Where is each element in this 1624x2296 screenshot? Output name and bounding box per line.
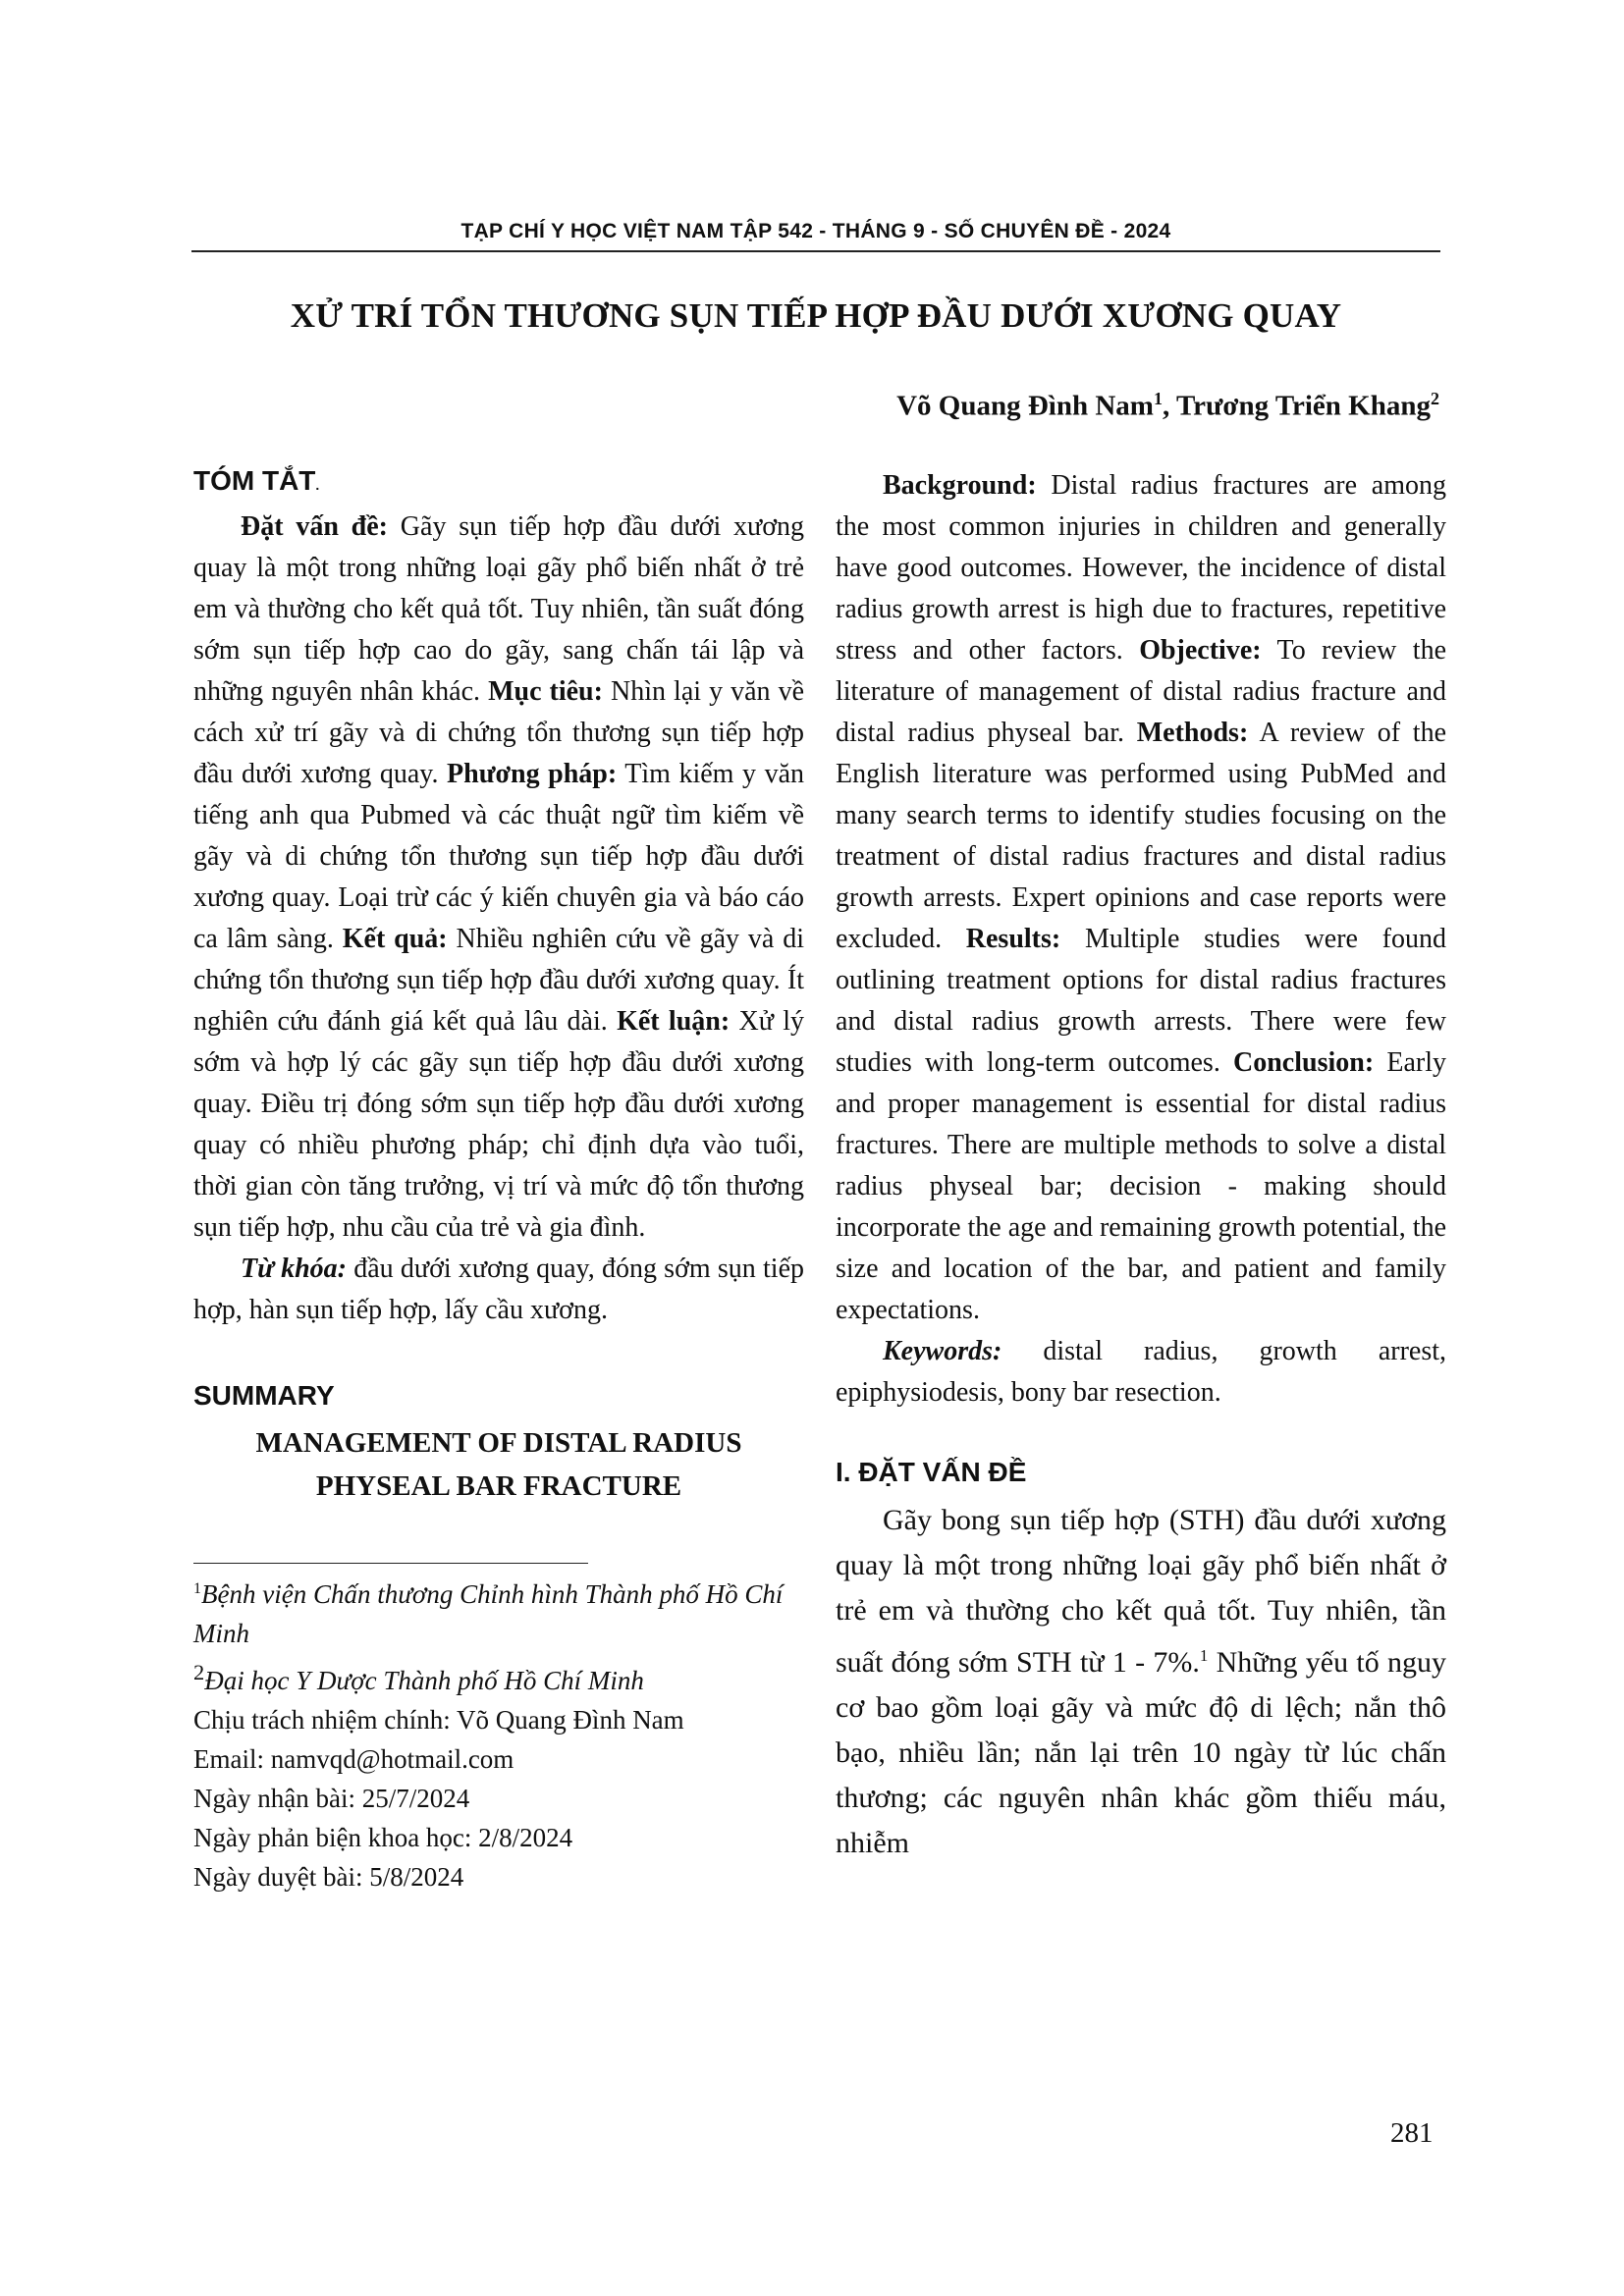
article-title: XỬ TRÍ TỔN THƯƠNG SỤN TIẾP HỢP ĐẦU DƯỚI XƯƠNG QUAY	[290, 296, 1342, 335]
left-column	[193, 465, 804, 1896]
section-1-paragraph	[836, 1498, 1446, 1866]
vn-keywords-text: đầu dưới xương quay, đóng sớm sụn tiếp hợp, hàn sụn tiếp hợp, lấy cầu xương.	[193, 1254, 804, 1325]
en-text-results: Multiple studies were found outlining treatment options for distal radius fractures and distal radius growth arrests. There were few studies with long-term outcomes.	[836, 924, 1447, 1078]
corresponding-email: Email: namvqd@hotmail.com	[193, 1744, 514, 1774]
summary-heading: SUMMARY	[193, 1380, 335, 1411]
en-text-methods: A review of the English literature was performed using PubMed and many search terms to identify studies focusing on the treatment of distal radius fractures and distal radius growth arrests. Expert opinions and case reports were excluded.	[836, 718, 1446, 954]
date-received: Ngày nhận bài: 25/7/2024	[193, 1784, 470, 1813]
vn-text-results: Nhiều nghiên cứu về gãy và di chứng tổn thương sụn tiếp hợp đầu dưới xương quay. Ít nghiên cứu đánh giá kết quả lâu dài.	[193, 924, 804, 1037]
section-1-heading: I. ĐẶT VẤN ĐỀ	[836, 1457, 1027, 1487]
vn-abstract-body	[193, 507, 804, 1249]
citation-ref: 1	[1199, 1646, 1209, 1665]
en-label-results: Results:	[965, 924, 1061, 954]
en-label-conclusion: Conclusion:	[1233, 1047, 1375, 1078]
footnote-affiliation-2	[193, 1653, 804, 1700]
vn-keywords-label: Từ khóa:	[241, 1254, 348, 1284]
corresponding-author: Chịu trách nhiệm chính: Võ Quang Đình Nam	[193, 1705, 684, 1735]
author-1: Võ Quang Đình Nam	[896, 390, 1154, 422]
date-accepted: Ngày duyệt bài: 5/8/2024	[193, 1862, 464, 1892]
vn-text-objective: Nhìn lại y văn về cách xử trí gãy và di chứng tổn thương sụn tiếp hợp đầu dưới xương quay.	[193, 676, 805, 789]
en-text-conclusion: Early and proper management is essential for distal radius fractures. There are multiple methods to solve a distal radius physeal bar; decision - making should incorporate the age and remaining growth potential, the size and location of the bar, and patient and family expectations.	[836, 1047, 1447, 1325]
author-separator: ,	[1162, 390, 1176, 422]
date-reviewed: Ngày phản biện khoa học: 2/8/2024	[193, 1823, 573, 1852]
summary-block	[193, 1380, 804, 1508]
en-label-objective: Objective:	[1139, 635, 1262, 666]
author-line	[896, 389, 1439, 423]
vn-label-methods: Phương pháp:	[447, 759, 618, 789]
right-column	[836, 465, 1446, 1866]
vn-text-methods: Tìm kiếm y văn tiếng anh qua Pubmed và các thuật ngữ tìm kiếm về gãy và di chứng tổn thương sụn tiếp hợp đầu dưới xương quay. Loại trừ các ý kiến chuyên gia và báo cáo ca lâm sàng.	[193, 759, 804, 954]
vn-abstract-heading-text: TÓM TẮT	[193, 465, 316, 496]
footnote-divider	[193, 1563, 588, 1564]
author-2: Trương Triển Khang	[1175, 390, 1431, 422]
vn-label-conclusion: Kết luận:	[617, 1006, 731, 1037]
vn-keywords	[193, 1249, 804, 1331]
vn-label-results: Kết quả:	[342, 924, 448, 954]
en-keywords-text: distal radius, growth arrest, epiphysiodesis, bony bar resection.	[836, 1336, 1446, 1408]
section-1-text-a: Gãy bong sụn tiếp hợp (STH) đầu dưới xương quay là một trong những loại gãy phổ biến nhất ở trẻ em và thường cho kết quả tốt. Tuy nhiên, tần suất đóng sớm STH từ 1 - 7%.	[836, 1504, 1446, 1679]
vn-text-background: Gãy sụn tiếp hợp đầu dưới xương quay là một trong những loại gãy phổ biến nhất ở trẻ em và thường cho kết quả tốt. Tuy nhiên, tần suất đóng sớm sụn tiếp hợp cao do gãy, sang chấn tái lập và những nguyên nhân khác.	[193, 511, 804, 707]
english-title-line-2: PHYSEAL BAR FRACTURE	[315, 1470, 682, 1502]
vn-abstract-heading-dot: .	[315, 477, 320, 493]
en-text-background: Distal radius fractures are among the most common injuries in children and generally have good outcomes. However, the incidence of distal radius growth arrest is high due to fractures, repetitive stress and other factors.	[836, 470, 1446, 666]
en-label-methods: Methods:	[1136, 718, 1249, 748]
author-2-affiliation: 2	[1431, 389, 1439, 408]
footnote-2-text: Đại học Y Dược Thành phố Hồ Chí Minh	[204, 1666, 644, 1695]
section-1-text-b: Những yếu tố nguy cơ bao gồm loại gãy và mức độ di lệch; nắn thô bạo, nhiều lần; nắn lại trên 10 ngày từ lúc chấn thương; các nguyên nhân khác gồm thiếu máu, nhiễm	[836, 1646, 1446, 1859]
vn-text-conclusion: Xử lý sớm và hợp lý các gãy sụn tiếp hợp đầu dưới xương quay. Điều trị đóng sớm sụn tiếp hợp đầu dưới xương quay có nhiều phương pháp; chỉ định dựa vào tuổi, thời gian còn tăng trưởng, vị trí và mức độ tổn thương sụn tiếp hợp, nhu cầu của trẻ và gia đình.	[193, 1006, 804, 1243]
page-number: 281	[1390, 2117, 1434, 2149]
footnote-2-marker: 2	[193, 1660, 205, 1684]
journal-header: TẠP CHÍ Y HỌC VIỆT NAM TẬP 542 - THÁNG 9 - SỐ CHUYÊN ĐỀ - 2024	[191, 220, 1440, 252]
vn-label-objective: Mục tiêu:	[488, 676, 603, 707]
footnote-1-text: Bệnh viện Chấn thương Chỉnh hình Thành phố Hồ Chí Minh	[193, 1579, 784, 1648]
vn-abstract-heading	[193, 465, 804, 497]
en-keywords	[836, 1331, 1446, 1414]
section-introduction	[836, 1457, 1446, 1866]
en-text-objective: To review the literature of management of distal radius fracture and distal radius physeal bar.	[836, 635, 1447, 748]
en-abstract-body	[836, 465, 1446, 1331]
english-title-line-1: MANAGEMENT OF DISTAL RADIUS	[255, 1427, 742, 1459]
author-1-affiliation: 1	[1153, 389, 1163, 408]
en-label-background: Background:	[883, 470, 1037, 501]
footnote-affiliation-1	[193, 1570, 804, 1653]
footnote-1-marker: 1	[193, 1580, 201, 1597]
vn-label-background: Đặt vấn đề:	[241, 511, 389, 542]
en-keywords-label: Keywords:	[883, 1336, 1002, 1366]
